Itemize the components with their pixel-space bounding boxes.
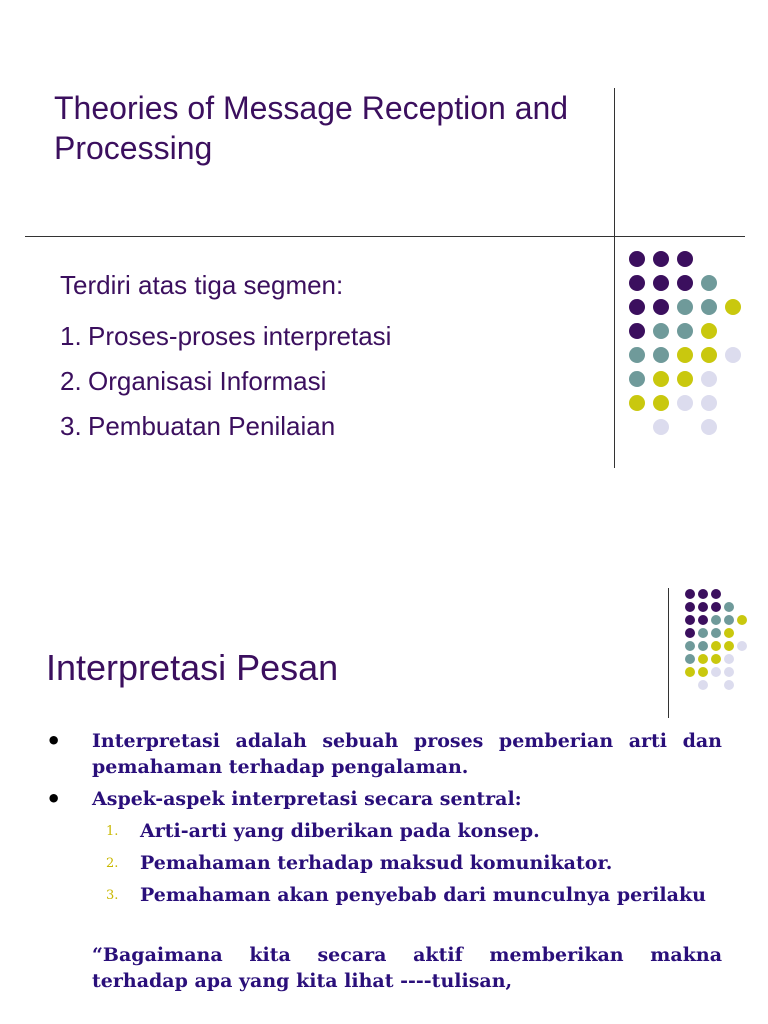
decorative-dot [724, 641, 734, 651]
decorative-dot [685, 615, 695, 625]
decorative-dot [677, 371, 693, 387]
decorative-dot [653, 347, 669, 363]
segments-list [60, 314, 391, 449]
slide-1-title: Theories of Message Reception and Processing [54, 90, 569, 166]
vertical-divider [614, 88, 615, 468]
decorative-dot [677, 347, 693, 363]
decorative-dot [629, 323, 645, 339]
decorative-dot [698, 615, 708, 625]
decorative-dot [701, 275, 717, 291]
decorative-dot [698, 680, 708, 690]
decorative-dot [685, 641, 695, 651]
decorative-dot [698, 641, 708, 651]
slide-2 [0, 560, 768, 1024]
decorative-dot [725, 347, 741, 363]
bullet-item: • Interpretasi adalah sebuah proses pemberian arti dan pemahaman terhadap pengalaman. [46, 727, 722, 778]
decorative-dot [653, 371, 669, 387]
decorative-dot [724, 654, 734, 664]
decorative-dot [711, 654, 721, 664]
decorative-dot [685, 628, 695, 638]
decorative-dot [698, 602, 708, 612]
vertical-divider [668, 588, 669, 718]
decorative-dot [685, 589, 695, 599]
decorative-dot [629, 275, 645, 291]
decorative-dot [737, 641, 747, 651]
decorative-dot [653, 419, 669, 435]
bullet-item: • Aspek-aspek interpretasi secara sentral: [46, 785, 522, 813]
segment-item: 1. Proses-proses interpretasi [60, 321, 392, 351]
quote-text: “Bagaimana kita secara aktif memberikan makna terhadap apa yang kita lihat ----tulisan, [92, 944, 722, 992]
decorative-dot [653, 299, 669, 315]
decorative-dot [711, 602, 721, 612]
decorative-dot [701, 371, 717, 387]
decorative-dot [724, 628, 734, 638]
decorative-dot [677, 395, 693, 411]
decorative-dot [677, 299, 693, 315]
decorative-dot [653, 323, 669, 339]
decorative-dot [685, 667, 695, 677]
decorative-dot [737, 615, 747, 625]
horizontal-divider [25, 236, 745, 237]
decorative-dot [698, 654, 708, 664]
decorative-dot [701, 419, 717, 435]
decorative-dot [724, 602, 734, 612]
decorative-dot [685, 654, 695, 664]
decorative-dot [653, 275, 669, 291]
decorative-dot [698, 589, 708, 599]
sub-item: 3. Pemahaman akan penyebab dari munculnya perilaku [106, 884, 706, 906]
decorative-dot [677, 275, 693, 291]
decorative-dot [629, 299, 645, 315]
decorative-dot [677, 323, 693, 339]
decorative-dot [685, 602, 695, 612]
decorative-dot [698, 628, 708, 638]
decorative-dot [711, 667, 721, 677]
decorative-dot [629, 347, 645, 363]
decorative-dot [701, 347, 717, 363]
slide-2-body [46, 728, 722, 994]
segment-item: 3. Pembuatan Penilaian [60, 411, 336, 441]
segments-intro: Terdiri atas tiga segmen: [60, 270, 344, 300]
decorative-dot [711, 615, 721, 625]
decorative-dot [701, 299, 717, 315]
decorative-dot [701, 395, 717, 411]
decorative-dot [629, 371, 645, 387]
decorative-dot [653, 251, 669, 267]
slide-2-title: Interpretasi Pesan [46, 647, 339, 688]
decorative-dot [724, 667, 734, 677]
decorative-dot [701, 323, 717, 339]
decorative-dot [725, 299, 741, 315]
decorative-dot [711, 641, 721, 651]
sub-item: 2. Pemahaman terhadap maksud komunikator. [106, 852, 613, 874]
decorative-dot [724, 615, 734, 625]
decorative-dot [677, 251, 693, 267]
sub-item: 1. Arti-arti yang diberikan pada konsep. [106, 820, 540, 842]
decorative-dot [711, 628, 721, 638]
decorative-dot [711, 589, 721, 599]
decorative-dot [629, 251, 645, 267]
decorative-dot [653, 395, 669, 411]
decorative-dot [698, 667, 708, 677]
decorative-dot [724, 680, 734, 690]
decorative-dot [629, 395, 645, 411]
segment-item: 2. Organisasi Informasi [60, 366, 327, 396]
